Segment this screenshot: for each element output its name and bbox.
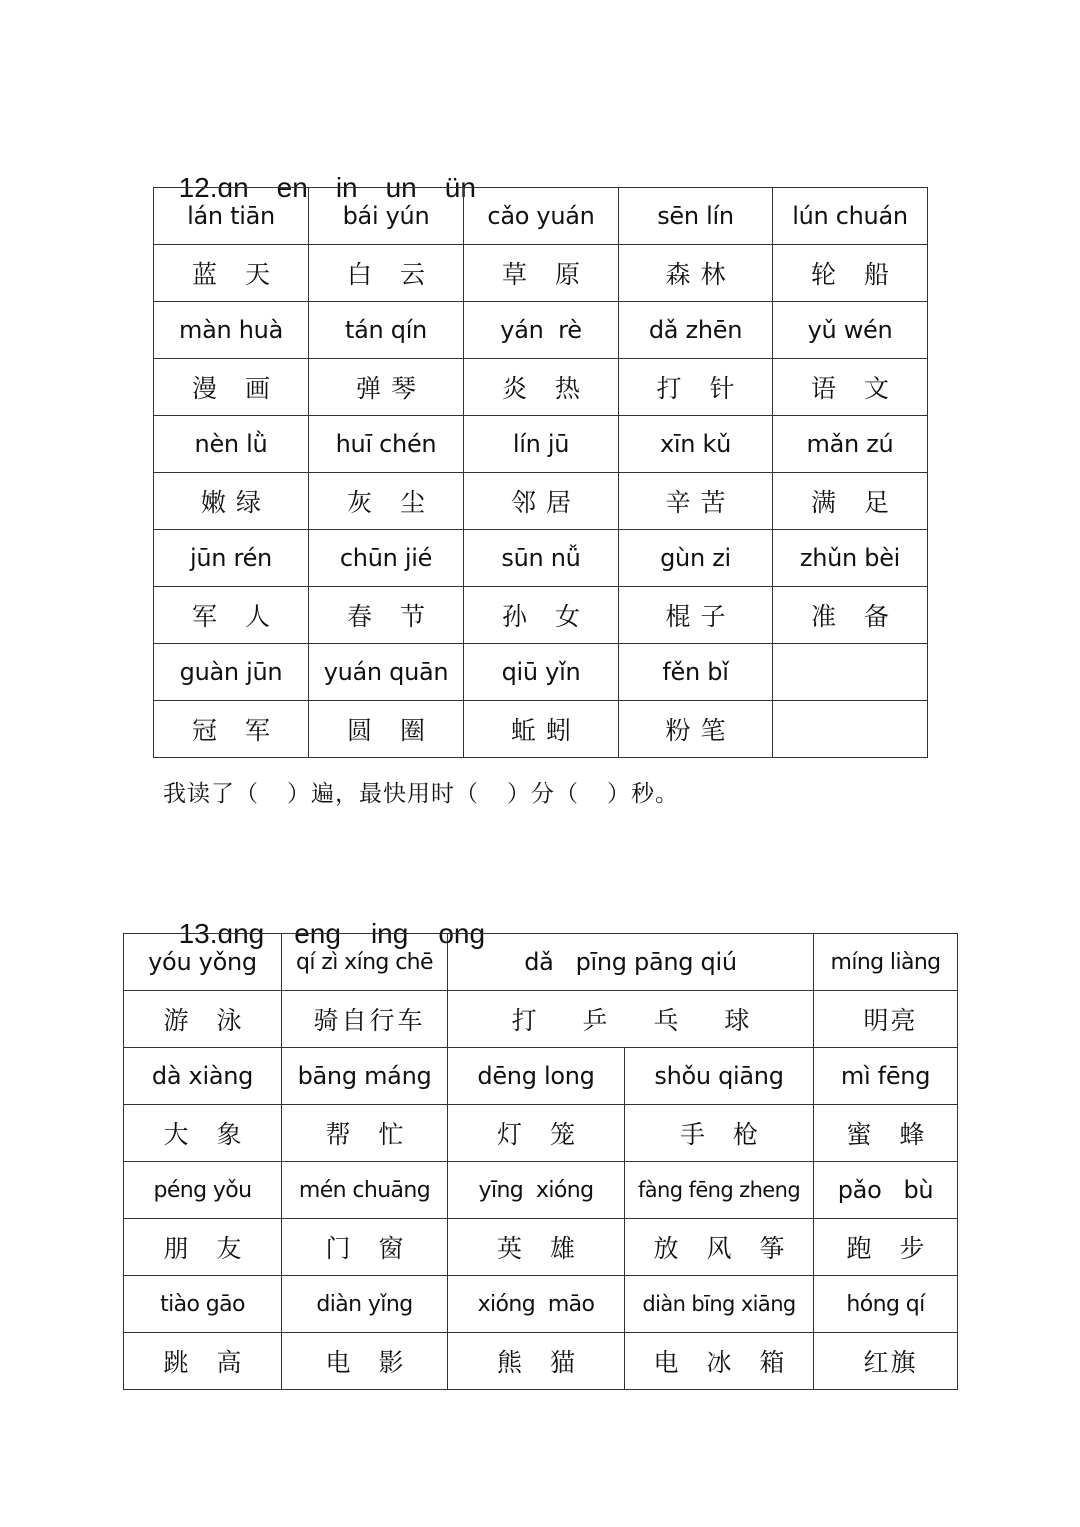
reading-prefix: 我读了（ xyxy=(163,781,259,807)
reading-middle-1: ）遍，最快用时（ xyxy=(287,781,479,807)
pinyin-cell: lán tiān xyxy=(154,188,309,245)
hanzi-cell: 春 节 xyxy=(309,587,464,644)
hanzi-row xyxy=(154,473,928,530)
section-13-number: 13. xyxy=(178,918,218,949)
hanzi-row xyxy=(124,1219,958,1276)
pinyin-cell: sūn nǚ xyxy=(464,530,619,587)
hanzi-cell: 朋 友 xyxy=(124,1219,282,1276)
pinyin-row xyxy=(154,302,928,359)
reading-middle-2: ）分（ xyxy=(507,781,579,807)
hanzi-cell: 灰 尘 xyxy=(309,473,464,530)
hanzi-cell: 邻居 xyxy=(464,473,619,530)
hanzi-cell: 打 针 xyxy=(619,359,773,416)
hanzi-cell: 明亮 xyxy=(814,991,958,1048)
pinyin-cell: huī chén xyxy=(309,416,464,473)
hanzi-cell: 军 人 xyxy=(154,587,309,644)
hanzi-cell: 森林 xyxy=(619,245,773,302)
empty-cell xyxy=(773,701,928,758)
pinyin-row xyxy=(154,644,928,701)
pinyin-cell: míng liàng xyxy=(814,934,958,991)
pinyin-row xyxy=(154,530,928,587)
pinyin-cell: mǎn zú xyxy=(773,416,928,473)
pinyin-cell: fàng fēng zheng xyxy=(625,1162,814,1219)
section-12-number: 12. xyxy=(178,172,218,203)
hanzi-row xyxy=(154,587,928,644)
hanzi-cell: 跳 高 xyxy=(124,1333,282,1390)
hanzi-cell: 粉笔 xyxy=(619,701,773,758)
final-label: un xyxy=(385,172,417,203)
pinyin-cell: bāng máng xyxy=(282,1048,448,1105)
hanzi-cell: 英 雄 xyxy=(448,1219,625,1276)
hanzi-row xyxy=(154,701,928,758)
pinyin-row xyxy=(124,1162,958,1219)
hanzi-cell: 骑自行车 xyxy=(282,991,448,1048)
hanzi-cell: 棍子 xyxy=(619,587,773,644)
hanzi-cell: 帮 忙 xyxy=(282,1105,448,1162)
pinyin-cell: lún chuán xyxy=(773,188,928,245)
hanzi-row xyxy=(124,1105,958,1162)
pinyin-cell: yǔ wén xyxy=(773,302,928,359)
hanzi-cell: 灯 笼 xyxy=(448,1105,625,1162)
pinyin-cell: bái yún xyxy=(309,188,464,245)
pinyin-cell: jūn rén xyxy=(154,530,309,587)
hanzi-cell: 红旗 xyxy=(814,1333,958,1390)
pinyin-cell: pǎo bù xyxy=(814,1162,958,1219)
pinyin-cell: dēng long xyxy=(448,1048,625,1105)
hanzi-cell: 蜜 蜂 xyxy=(814,1105,958,1162)
hanzi-row xyxy=(124,1333,958,1390)
pinyin-row xyxy=(154,416,928,473)
pinyin-row xyxy=(154,188,928,245)
pinyin-cell: yóu yǒng xyxy=(124,934,282,991)
final-label: en xyxy=(276,172,308,203)
pinyin-row xyxy=(124,934,958,991)
hanzi-cell: 电 影 xyxy=(282,1333,448,1390)
hanzi-cell: 跑 步 xyxy=(814,1219,958,1276)
reading-suffix: ）秒。 xyxy=(607,781,679,807)
hanzi-cell: 孙 女 xyxy=(464,587,619,644)
pinyin-cell: xióng māo xyxy=(448,1276,625,1333)
pinyin-cell: yīng xióng xyxy=(448,1162,625,1219)
hanzi-cell: 轮 船 xyxy=(773,245,928,302)
pinyin-cell: diàn bīng xiāng xyxy=(625,1276,814,1333)
hanzi-cell: 熊 猫 xyxy=(448,1333,625,1390)
final-label: ɑng xyxy=(217,918,265,949)
hanzi-cell: 弹琴 xyxy=(309,359,464,416)
hanzi-cell: 门 窗 xyxy=(282,1219,448,1276)
hanzi-cell: 草 原 xyxy=(464,245,619,302)
pinyin-cell: mì fēng xyxy=(814,1048,958,1105)
pinyin-cell: xīn kǔ xyxy=(619,416,773,473)
pinyin-cell: hóng qí xyxy=(814,1276,958,1333)
hanzi-cell: 蓝 天 xyxy=(154,245,309,302)
pinyin-cell: gùn zi xyxy=(619,530,773,587)
pinyin-cell: zhǔn bèi xyxy=(773,530,928,587)
hanzi-cell: 圆 圈 xyxy=(309,701,464,758)
hanzi-row xyxy=(154,245,928,302)
hanzi-cell: 电 冰 箱 xyxy=(625,1333,814,1390)
hanzi-cell: 游 泳 xyxy=(124,991,282,1048)
final-label: ɑn xyxy=(217,172,249,203)
pinyin-cell: yán rè xyxy=(464,302,619,359)
pinyin-cell: cǎo yuán xyxy=(464,188,619,245)
empty-cell xyxy=(773,644,928,701)
final-label: in xyxy=(335,172,358,203)
hanzi-cell: 蚯蚓 xyxy=(464,701,619,758)
hanzi-cell: 漫 画 xyxy=(154,359,309,416)
reading-record xyxy=(163,775,679,808)
pinyin-cell: dà xiàng xyxy=(124,1048,282,1105)
pinyin-cell: qiū yǐn xyxy=(464,644,619,701)
pinyin-cell: diàn yǐng xyxy=(282,1276,448,1333)
hanzi-cell: 辛苦 xyxy=(619,473,773,530)
section-13-table xyxy=(123,933,958,1390)
pinyin-cell: tán qín xyxy=(309,302,464,359)
hanzi-cell: 放 风 筝 xyxy=(625,1219,814,1276)
final-label: ong xyxy=(438,918,486,949)
hanzi-cell: 打 乒 乓 球 xyxy=(448,991,814,1048)
final-label: eng xyxy=(294,918,341,949)
pinyin-cell: yuán quān xyxy=(309,644,464,701)
hanzi-cell: 手 枪 xyxy=(625,1105,814,1162)
hanzi-cell: 炎 热 xyxy=(464,359,619,416)
pinyin-cell: mén chuāng xyxy=(282,1162,448,1219)
hanzi-cell: 准 备 xyxy=(773,587,928,644)
pinyin-cell: màn huà xyxy=(154,302,309,359)
hanzi-cell: 大 象 xyxy=(124,1105,282,1162)
pinyin-cell: péng yǒu xyxy=(124,1162,282,1219)
hanzi-cell: 嫩绿 xyxy=(154,473,309,530)
hanzi-cell: 白 云 xyxy=(309,245,464,302)
pinyin-cell: lín jū xyxy=(464,416,619,473)
final-label: ün xyxy=(444,172,476,203)
pinyin-cell: guàn jūn xyxy=(154,644,309,701)
pinyin-cell: tiào gāo xyxy=(124,1276,282,1333)
section-12-table xyxy=(153,187,928,758)
hanzi-cell: 语 文 xyxy=(773,359,928,416)
pinyin-cell: fěn bǐ xyxy=(619,644,773,701)
pinyin-row xyxy=(124,1048,958,1105)
pinyin-row xyxy=(124,1276,958,1333)
pinyin-cell: sēn lín xyxy=(619,188,773,245)
pinyin-cell: dǎ zhēn xyxy=(619,302,773,359)
pinyin-cell: dǎ pīng pāng qiú xyxy=(448,934,814,991)
hanzi-cell: 冠 军 xyxy=(154,701,309,758)
hanzi-row xyxy=(154,359,928,416)
pinyin-cell: nèn lǜ xyxy=(154,416,309,473)
pinyin-cell: chūn jié xyxy=(309,530,464,587)
hanzi-cell: 满 足 xyxy=(773,473,928,530)
final-label: ing xyxy=(370,918,409,949)
hanzi-row xyxy=(124,991,958,1048)
pinyin-cell: shǒu qiāng xyxy=(625,1048,814,1105)
pinyin-cell: qí zì xíng chē xyxy=(282,934,448,991)
